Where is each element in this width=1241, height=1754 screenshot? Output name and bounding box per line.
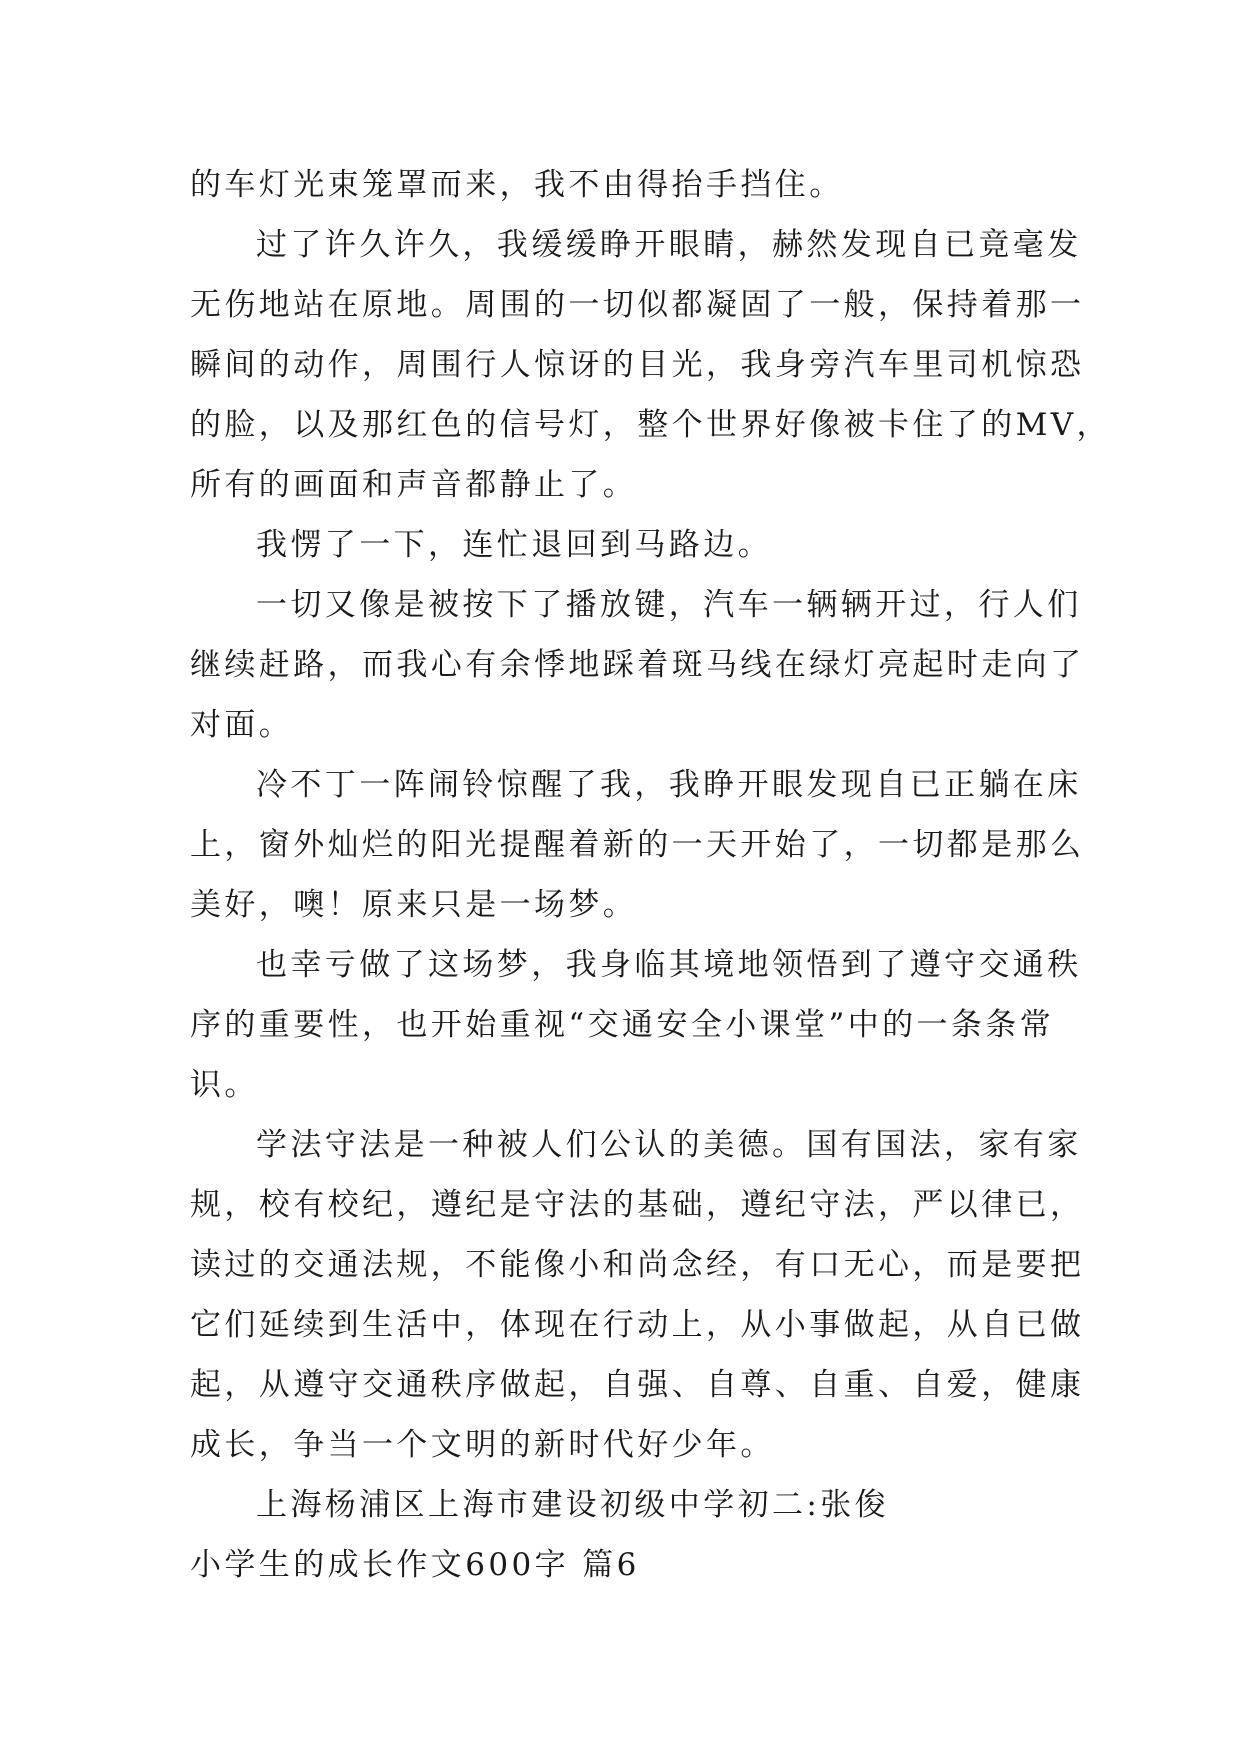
text-line: 成长，争当一个文明的新时代好少年。 (190, 1427, 775, 1463)
paragraph-start-line: 我愣了一下，连忙退回到马路边。 (256, 527, 772, 563)
text-line: 无伤地站在原地。周围的一切似都凝固了一般，保持着那一 (190, 287, 1085, 323)
author-line: 上海杨浦区上海市建设初级中学初二:张俊 (256, 1487, 890, 1523)
essay-body (190, 155, 1111, 1595)
paragraph-start-line: 过了许久许久，我缓缓睁开眼睛，赫然发现自已竟毫发 (256, 227, 1082, 263)
text-line: 读过的交通法规，不能像小和尚念经，有口无心，而是要把 (190, 1247, 1085, 1283)
paragraph-start-line: 一切又像是被按下了播放键，汽车一辆辆开过，行人们 (256, 587, 1082, 623)
text-line: 继续赶路，而我心有余悸地踩着斑马线在绿灯亮起时走向了 (190, 647, 1085, 683)
text-line: 上，窗外灿烂的阳光提醒着新的一天开始了，一切都是那么 (190, 827, 1085, 863)
text-line: 所有的画面和声音都静止了。 (190, 467, 638, 503)
text-line: 的脸，以及那红色的信号灯，整个世界好像被卡住了的MV， (190, 407, 1111, 443)
text-line: 的车灯光束笼罩而来，我不由得抬手挡住。 (190, 167, 844, 203)
text-line: 对面。 (190, 707, 294, 743)
paragraph-start-line: 冷不丁一阵闹铃惊醒了我，我睁开眼发现自已正躺在床 (256, 767, 1082, 803)
section-heading: 小学生的成长作文600字 篇6 (190, 1547, 640, 1583)
text-line: 起，从遵守交通秩序做起，自强、自尊、自重、自爱，健康 (190, 1367, 1085, 1403)
text-line: 美好，噢！原来只是一场梦。 (190, 887, 638, 923)
text-line: 规，校有校纪，遵纪是守法的基础，遵纪守法，严以律已， (190, 1187, 1085, 1223)
text-line: 识。 (190, 1067, 259, 1103)
text-line: 瞬间的动作，周围行人惊讶的目光，我身旁汽车里司机惊恐 (190, 347, 1085, 383)
paragraph-start-line: 学法守法是一种被人们公认的美德。国有国法，家有家 (256, 1127, 1082, 1163)
paragraph-start-line: 也幸亏做了这场梦，我身临其境地领悟到了遵守交通秩 (256, 947, 1082, 983)
text-line: 序的重要性，也开始重视“交通安全小课堂”中的一条条常 (190, 1007, 1055, 1043)
text-line: 它们延续到生活中，体现在行动上，从小事做起，从自已做 (190, 1307, 1085, 1343)
